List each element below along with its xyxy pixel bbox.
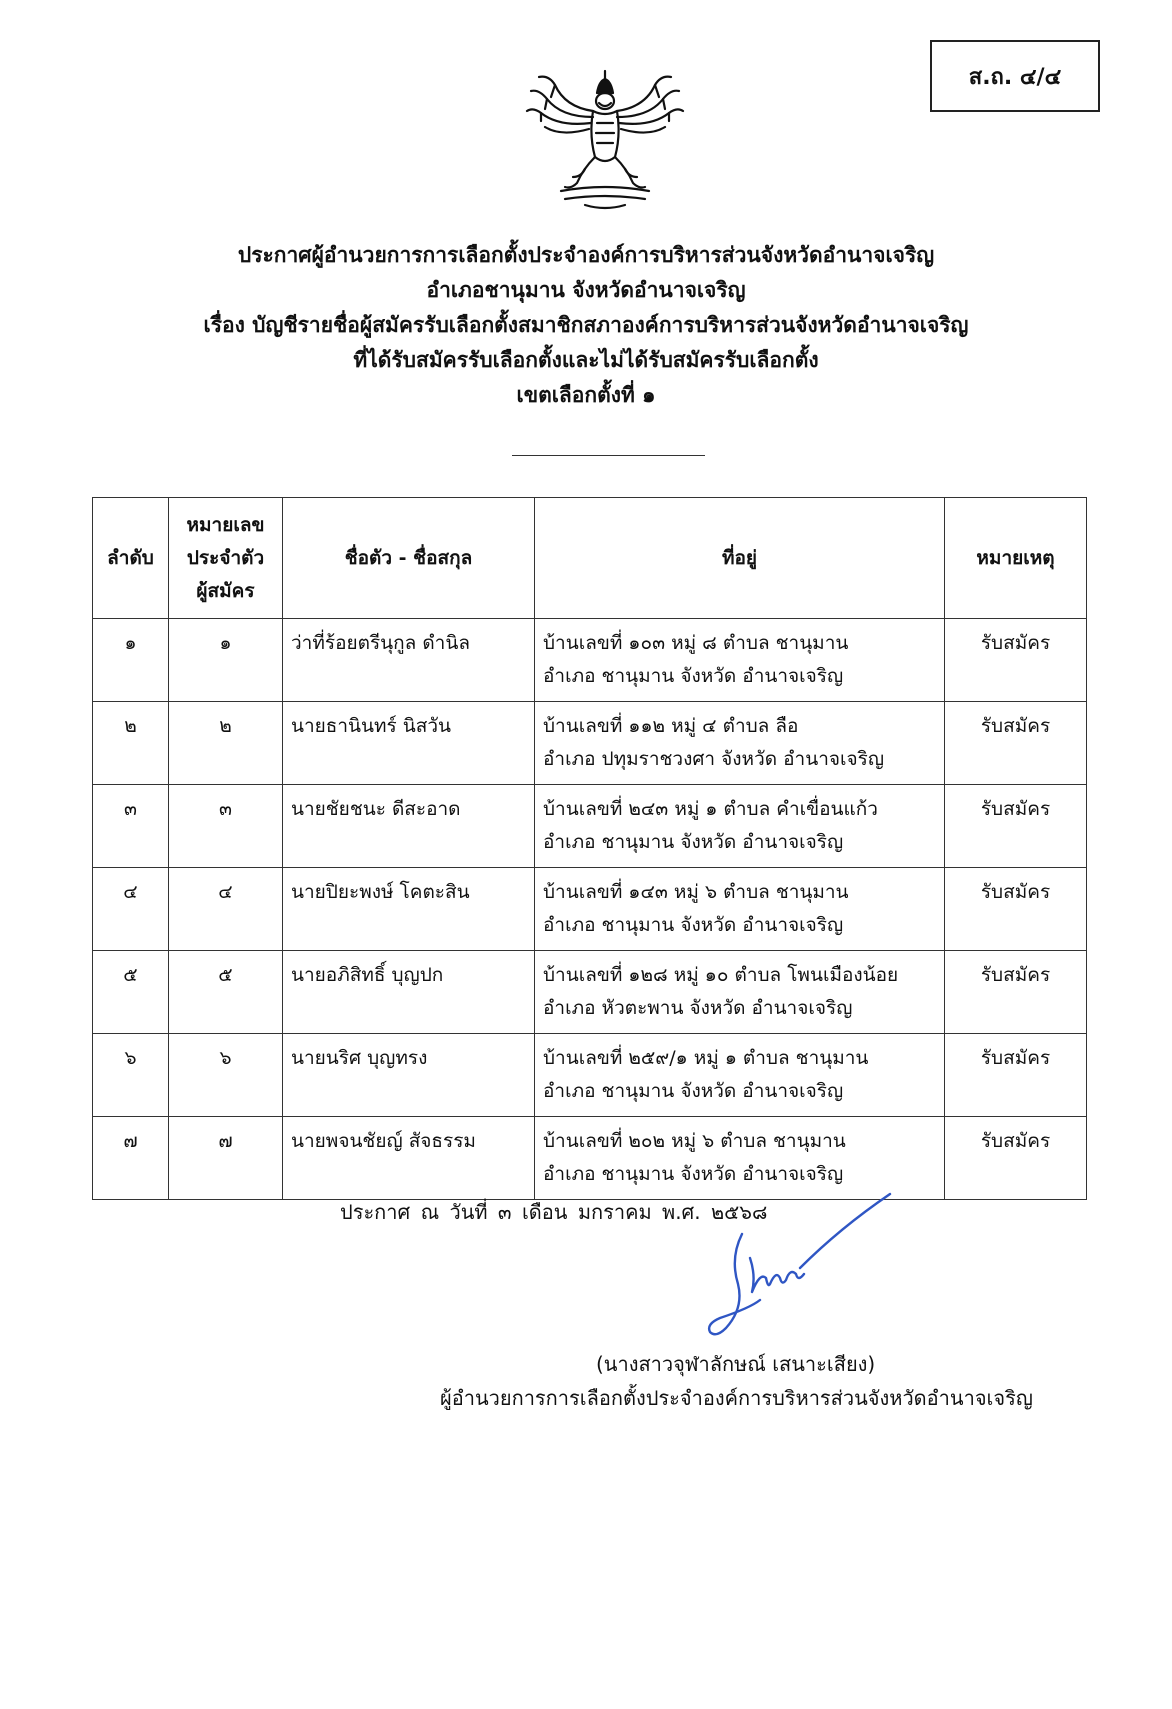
col-header-number-line: ประจำตัว [186, 546, 265, 569]
col-header-number-line: ผู้สมัคร [196, 579, 255, 602]
form-code-box [930, 40, 1100, 112]
cell-address [535, 785, 945, 868]
heading-divider [512, 455, 705, 456]
cell-number: ๗ [169, 1117, 283, 1200]
col-header-name: ชื่อตัว - ชื่อสกุล [283, 498, 535, 619]
address-line: อำเภอ ชานุมาน จังหวัด อำนาจเจริญ [543, 831, 844, 853]
cell-name: นายชัยชนะ ดีสะอาด [283, 785, 535, 868]
address-line: อำเภอ หัวตะพาน จังหวัด อำนาจเจริญ [543, 997, 853, 1019]
table-row [93, 785, 1087, 868]
address-line: บ้านเลขที่ ๒๔๓ หมู่ ๑ ตำบล คำเขื่อนแก้ว [543, 798, 878, 820]
cell-order: ๑ [93, 619, 169, 702]
cell-number: ๒ [169, 702, 283, 785]
cell-order: ๔ [93, 868, 169, 951]
form-code: ส.ถ. ๔/๔ [968, 64, 1062, 90]
cell-order: ๒ [93, 702, 169, 785]
cell-order: ๕ [93, 951, 169, 1034]
col-header-address: ที่อยู่ [535, 498, 945, 619]
cell-address [535, 868, 945, 951]
handwritten-signature-icon [690, 1188, 900, 1348]
cell-note: รับสมัคร [945, 785, 1087, 868]
cell-note: รับสมัคร [945, 951, 1087, 1034]
heading-constituency: เขตเลือกตั้งที่ ๑ [516, 383, 656, 407]
heading-district: อำเภอชานุมาน จังหวัดอำนาจเจริญ [426, 278, 746, 302]
cell-order: ๗ [93, 1117, 169, 1200]
heading-subject-cont: ที่ได้รับสมัครรับเลือกตั้งและไม่ได้รับสมัครรับเลือกตั้ง [353, 348, 819, 372]
cell-number: ๔ [169, 868, 283, 951]
cell-note: รับสมัคร [945, 1117, 1087, 1200]
address-line: อำเภอ ปทุมราชวงศา จังหวัด อำนาจเจริญ [543, 748, 885, 770]
address-line: บ้านเลขที่ ๒๕๙/๑ หมู่ ๑ ตำบล ชานุมาน [543, 1047, 869, 1069]
announcement-headings [0, 238, 1172, 413]
col-header-number-line: หมายเลข [186, 513, 265, 536]
address-line: อำเภอ ชานุมาน จังหวัด อำนาจเจริญ [543, 1080, 844, 1102]
address-line: บ้านเลขที่ ๑๑๒ หมู่ ๔ ตำบล ลือ [543, 715, 799, 737]
garuda-emblem-icon [525, 65, 685, 215]
cell-name: ว่าที่ร้อยตรีนุกูล ดำนิล [283, 619, 535, 702]
heading-subject: เรื่อง บัญชีรายชื่อผู้สมัครรับเลือกตั้งสมาชิกสภาองค์การบริหารส่วนจังหวัดอำนาจเจริญ [203, 313, 969, 337]
address-line: อำเภอ ชานุมาน จังหวัด อำนาจเจริญ [543, 665, 844, 687]
cell-number: ๓ [169, 785, 283, 868]
cell-number: ๖ [169, 1034, 283, 1117]
signer-name: (นางสาวจุฬาลักษณ์ เสนาะเสียง) [596, 1352, 876, 1376]
candidate-table [92, 497, 1087, 1200]
table-row [93, 702, 1087, 785]
cell-note: รับสมัคร [945, 702, 1087, 785]
table-row [93, 951, 1087, 1034]
col-header-number [169, 498, 283, 619]
cell-address [535, 1034, 945, 1117]
cell-address [535, 619, 945, 702]
heading-title: ประกาศผู้อำนวยการการเลือกตั้งประจำองค์การบริหารส่วนจังหวัดอำนาจเจริญ [237, 243, 935, 267]
cell-name: นายปิยะพงษ์ โคตะสิน [283, 868, 535, 951]
col-header-order: ลำดับ [93, 498, 169, 619]
address-line: อำเภอ ชานุมาน จังหวัด อำนาจเจริญ [543, 914, 844, 936]
cell-note: รับสมัคร [945, 868, 1087, 951]
cell-note: รับสมัคร [945, 1034, 1087, 1117]
cell-number: ๑ [169, 619, 283, 702]
address-line: บ้านเลขที่ ๒๐๒ หมู่ ๖ ตำบล ชานุมาน [543, 1130, 846, 1152]
table-row [93, 1034, 1087, 1117]
cell-order: ๖ [93, 1034, 169, 1117]
address-line: บ้านเลขที่ ๑๐๓ หมู่ ๘ ตำบล ชานุมาน [543, 632, 849, 654]
cell-order: ๓ [93, 785, 169, 868]
cell-number: ๕ [169, 951, 283, 1034]
cell-note: รับสมัคร [945, 619, 1087, 702]
table-row [93, 868, 1087, 951]
cell-address [535, 702, 945, 785]
signer-title: ผู้อำนวยการการเลือกตั้งประจำองค์การบริหารส่วนจังหวัดอำนาจเจริญ [440, 1386, 1033, 1410]
address-line: บ้านเลขที่ ๑๒๘ หมู่ ๑๐ ตำบล โพนเมืองน้อย [543, 964, 899, 986]
table-header-row [93, 498, 1087, 619]
table-row [93, 1117, 1087, 1200]
cell-name: นายธานินทร์ นิสวัน [283, 702, 535, 785]
address-line: อำเภอ ชานุมาน จังหวัด อำนาจเจริญ [543, 1163, 844, 1185]
cell-name: นายพจนชัยญ์ สัจธรรม [283, 1117, 535, 1200]
cell-name: นายอภิสิทธิ์ บุญปก [283, 951, 535, 1034]
cell-address [535, 951, 945, 1034]
address-line: บ้านเลขที่ ๑๔๓ หมู่ ๖ ตำบล ชานุมาน [543, 881, 849, 903]
announcement-date: ประกาศ ณ วันที่ ๓ เดือน มกราคม พ.ศ. ๒๕๖๘ [340, 1200, 768, 1224]
col-header-note: หมายเหตุ [945, 498, 1087, 619]
cell-name: นายนริศ บุญทรง [283, 1034, 535, 1117]
table-row [93, 619, 1087, 702]
